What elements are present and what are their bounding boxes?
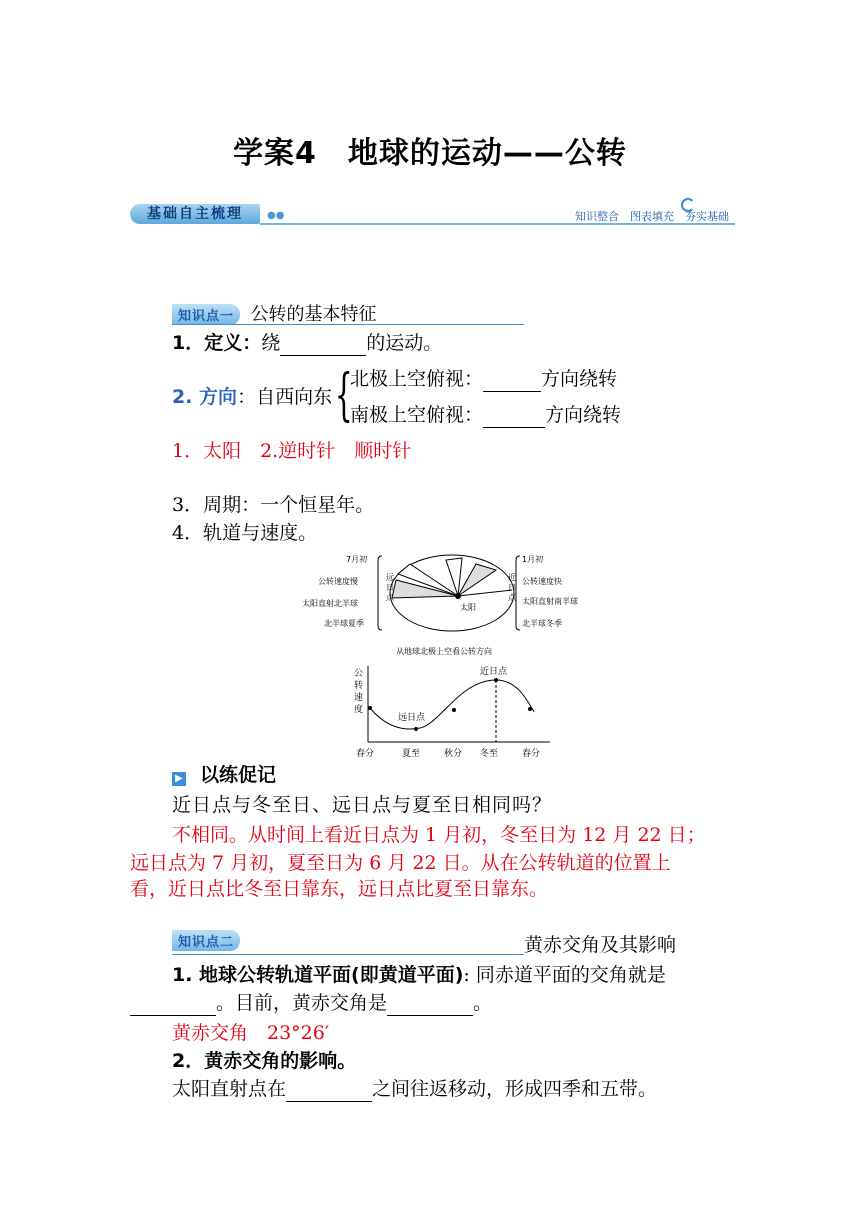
sector-right	[458, 564, 496, 596]
kp2-item1-b: : 同赤道平面的交角就是	[463, 964, 666, 986]
right-label-1: 公转速度快	[522, 577, 562, 586]
practice-question: 近日点与冬至日、远日点与夏至日相同吗？	[172, 794, 553, 816]
kp2-blank-1	[130, 995, 216, 1016]
right-point-1: 近	[508, 573, 516, 582]
point-0	[368, 706, 372, 710]
kp2-item1-line1	[172, 962, 666, 988]
kp2-blank-3	[286, 1081, 372, 1102]
left-point-1: 远	[386, 573, 394, 582]
point-2	[452, 708, 456, 712]
kp2-item2: 2．黄赤交角的影响。	[172, 1050, 357, 1072]
dir-label: 2. 方向	[172, 386, 238, 408]
kp1-underline	[172, 324, 524, 325]
banner-label: 基础自主梳理	[130, 204, 260, 224]
left-label-3: 北半球夏季	[324, 619, 364, 628]
kp2-item2-line	[172, 1076, 657, 1102]
point-1	[414, 727, 418, 731]
def-blank	[280, 335, 366, 356]
orbit-line: 4．轨道与速度。	[172, 522, 318, 544]
left-label-2: 太阳直射北半球	[302, 599, 358, 608]
left-brace	[378, 556, 382, 630]
orbit-diagram	[300, 550, 610, 660]
def-post: 的运动。	[366, 332, 443, 354]
kp2-blank-2	[387, 995, 473, 1016]
ylabel-3: 速	[354, 693, 364, 703]
right-point-3: 点	[508, 593, 516, 602]
kp2-heading: 黄赤交角及其影响	[524, 934, 677, 956]
north-blank	[483, 371, 541, 392]
x-tick-3: 冬至	[480, 749, 499, 759]
north-post: 方向绕转	[541, 368, 618, 390]
right-label-3: 北半球冬季	[522, 619, 562, 628]
right-label-2: 太阳直射南半球	[522, 597, 578, 606]
point-4	[528, 707, 532, 711]
ylabel-1: 公	[354, 669, 364, 679]
kp2-tag: 知识点二	[172, 930, 240, 951]
right-label-0: 1月初	[522, 555, 544, 564]
banner-right-text: 知识整合 图表填充 夯实基础	[575, 210, 729, 223]
answer-line-0: 不相同。从时间上看近日点为 1 月初，冬至日为 12 月 22 日；	[172, 824, 706, 846]
kp2-item1-line2	[130, 990, 492, 1016]
play-icon: ▶	[172, 772, 186, 786]
south-text: 南极上空俯视：	[350, 404, 484, 426]
x-tick-1: 夏至	[402, 749, 421, 759]
right-point-2: 日	[508, 583, 516, 592]
kp2-item1-d: 。	[473, 992, 493, 1014]
def-pre: 绕	[261, 332, 281, 354]
kp2-underline	[172, 954, 524, 955]
min-annotation: 远日点	[398, 713, 426, 723]
practice-heading: 以练促记	[200, 764, 277, 786]
south-line	[350, 402, 621, 428]
kp2-item1-c: 。目前，黄赤交角是	[216, 992, 388, 1014]
def-label: 1．定义：	[172, 332, 262, 354]
kp2-item2-pre: 太阳直射点在	[172, 1078, 287, 1100]
dots-icon: ●●	[267, 210, 285, 221]
orbit-caption: 从地球北极上空看公转方向	[396, 647, 492, 656]
left-label-1: 公转速度慢	[318, 577, 358, 586]
kp2-header	[172, 930, 524, 952]
left-label-0: 7月初	[346, 555, 368, 564]
definition-line	[172, 330, 442, 356]
north-line	[350, 366, 617, 392]
north-text: 北极上空俯视：	[350, 368, 484, 390]
kp1-header	[172, 300, 524, 325]
answer-line-1: 远日点为 7 月初，夏至日为 6 月 22 日。从在公转轨道的位置上	[130, 852, 671, 874]
kp2-answer: 黄赤交角 23°26′	[172, 1022, 330, 1044]
x-tick-0: 春分	[356, 749, 375, 759]
left-point-3: 点	[386, 593, 394, 602]
kp2-item2-post: 之间往返移动，形成四季和五带。	[372, 1078, 658, 1100]
right-brace	[516, 556, 520, 630]
ylabel-4: 度	[354, 705, 364, 715]
period-line: 3．周期：一个恒星年。	[172, 494, 375, 516]
dir-text: ：自西向东	[237, 386, 333, 408]
speed-curve	[370, 680, 534, 729]
direction-label-line	[172, 384, 332, 410]
left-point-2: 日	[386, 583, 394, 592]
kp1-tag: 知识点一	[172, 304, 240, 325]
sun-label: 太阳	[460, 603, 476, 612]
south-post: 方向绕转	[545, 404, 622, 426]
south-blank	[483, 407, 545, 428]
page-title: 学案4 地球的运动——公转	[233, 136, 627, 171]
brace-icon: {	[334, 363, 353, 428]
sun-icon	[455, 593, 461, 599]
kp1-answer: 1．太阳 2.逆时针 顺时针	[172, 440, 412, 462]
x-tick-4: 春分	[522, 749, 541, 759]
point-3	[494, 678, 498, 682]
ylabel-2: 转	[354, 681, 364, 691]
speed-chart	[350, 662, 560, 762]
answer-line-2: 看，近日点比冬至日靠东，远日点比夏至日靠东。	[130, 878, 549, 900]
max-annotation: 近日点	[480, 667, 508, 677]
kp2-item1-a: 1. 地球公转轨道平面(即黄道平面)	[172, 964, 464, 986]
practice-header	[172, 762, 276, 788]
section-banner	[130, 198, 735, 228]
kp1-heading: 公转的基本特征	[250, 304, 377, 325]
x-tick-2: 秋分	[444, 749, 463, 759]
